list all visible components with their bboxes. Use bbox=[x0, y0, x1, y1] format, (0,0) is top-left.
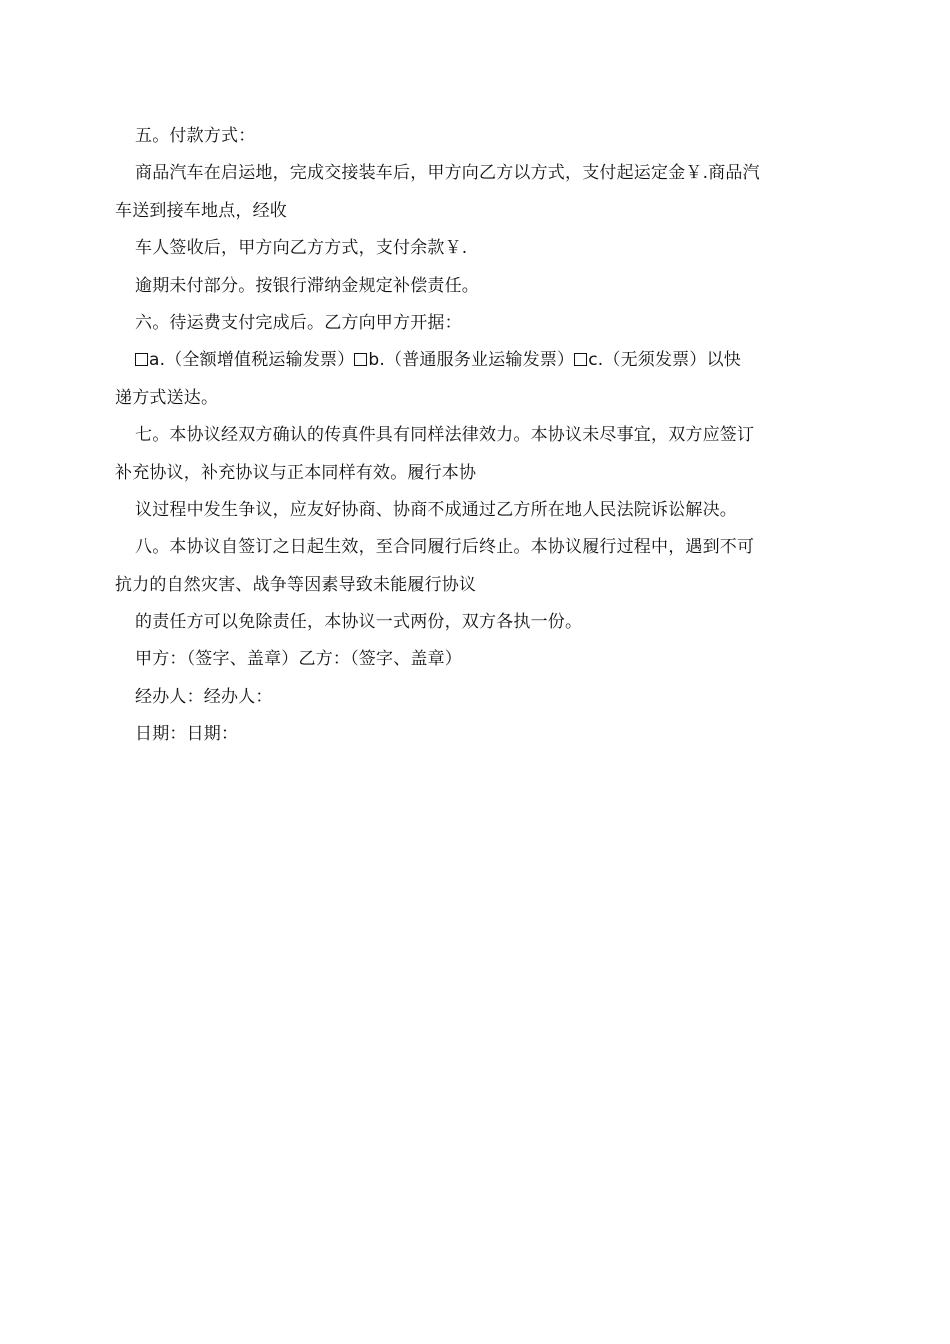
paragraph-line: 的责任方可以免除责任，本协议一式两份，双方各执一份。 bbox=[135, 612, 583, 633]
paragraph-line: 补充协议，补充协议与正本同样有效。履行本协 bbox=[115, 462, 477, 483]
checkbox-icon[interactable] bbox=[354, 353, 367, 366]
paragraph-line: 车送到接车地点，经收 bbox=[115, 200, 287, 221]
signature-date-line: 日期：日期： bbox=[135, 724, 239, 745]
section-7-heading: 七。本协议经双方确认的传真件具有同样法律效力。本协议未尽事宜，双方应签订 bbox=[135, 425, 755, 446]
invoice-options-line bbox=[115, 342, 843, 379]
signature-agent-line: 经办人：经办人： bbox=[135, 686, 273, 707]
section-8-heading: 八。本协议自签订之日起生效，至合同履行后终止。本协议履行过程中，遇到不可 bbox=[135, 537, 755, 558]
paragraph-line: 逾期未付部分。按银行滞纳金规定补偿责任。 bbox=[135, 275, 479, 296]
paragraph-line: 商品汽车在启运地，完成交接装车后，甲方向乙方以方式，支付起运定金￥.商品汽 bbox=[135, 163, 760, 184]
section-6-heading: 六。待运费支付完成后。乙方向甲方开据： bbox=[135, 312, 462, 333]
invoice-option-b: b.（普通服务业运输发票） bbox=[368, 350, 575, 371]
checkbox-icon[interactable] bbox=[574, 353, 587, 366]
paragraph-line: 递方式送达。 bbox=[115, 387, 219, 408]
paragraph-line: 抗力的自然灾害、战争等因素导致未能履行协议 bbox=[115, 574, 477, 595]
checkbox-icon[interactable] bbox=[135, 353, 148, 366]
document-body bbox=[115, 118, 843, 754]
signature-party-line: 甲方：（签字、盖章）乙方：（签字、盖章） bbox=[135, 649, 462, 670]
paragraph-line: 车人签收后，甲方向乙方方式，支付余款￥. bbox=[135, 238, 468, 259]
invoice-option-c: c.（无须发票）以快 bbox=[588, 350, 741, 371]
section-5-heading: 五。付款方式： bbox=[135, 126, 256, 146]
paragraph-line: 议过程中发生争议，应友好协商、协商不成通过乙方所在地人民法院诉讼解决。 bbox=[135, 499, 737, 520]
invoice-option-a: a.（全额增值税运输发票） bbox=[149, 350, 355, 371]
